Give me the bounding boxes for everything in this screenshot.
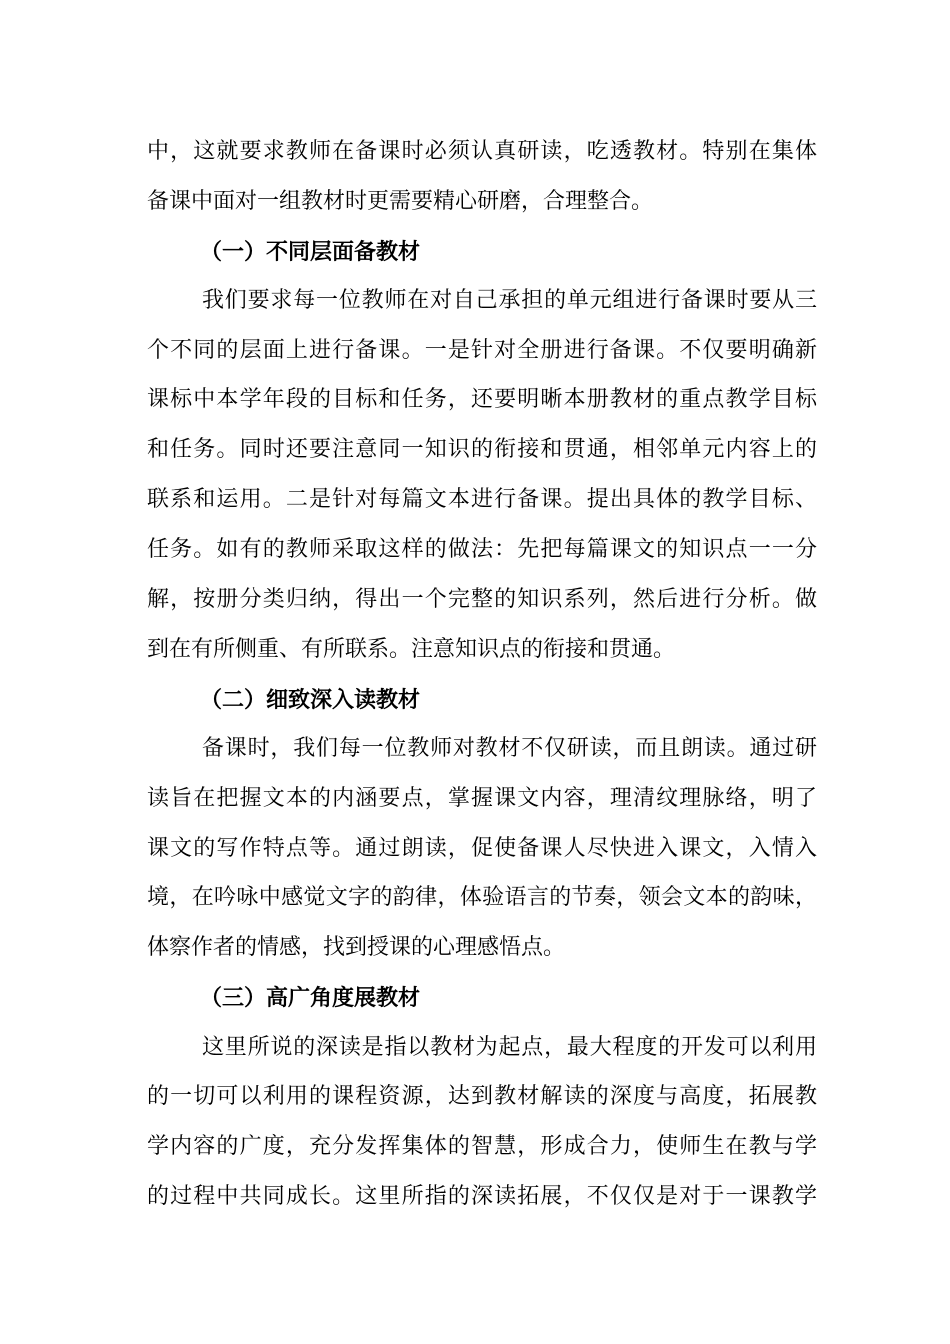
- paragraph-line: 个不同的层面上进行备课。一是针对全册进行备课。不仅要明确新: [147, 338, 817, 363]
- paragraph-line: 课标中本学年段的目标和任务，还要明晰本册教材的重点教学目标: [147, 387, 817, 412]
- paragraph-line: 境，在吟咏中感觉文字的韵律，体验语言的节奏，领会文本的韵味，: [147, 885, 817, 910]
- paragraph-line: 联系和运用。二是针对每篇文本进行备课。提出具体的教学目标、: [147, 487, 817, 512]
- paragraph-line: 这里所说的深读是指以教材为起点，最大程度的开发可以利用: [202, 1035, 817, 1060]
- paragraph-line: 备课中面对一组教材时更需要精心研磨，合理整合。: [147, 189, 654, 214]
- paragraph-line: 的一切可以利用的课程资源，达到教材解读的深度与高度，拓展教: [147, 1084, 817, 1109]
- paragraph-line: 到在有所侧重、有所联系。注意知识点的衔接和贯通。: [147, 637, 676, 662]
- paragraph-line: 读旨在把握文本的内涵要点，掌握课文内容，理清纹理脉络，明了: [147, 786, 817, 811]
- section-heading-3: （三）高广角度展教材: [200, 985, 421, 1011]
- section-heading-2: （二）细致深入读教材: [200, 687, 421, 713]
- section-heading-1: （一）不同层面备教材: [200, 239, 421, 265]
- paragraph-line: 课文的写作特点等。通过朗读，促使备课人尽快进入课文，入情入: [147, 836, 817, 861]
- paragraph-line: 我们要求每一位教师在对自己承担的单元组进行备课时要从三: [202, 288, 817, 313]
- paragraph-line: 解，按册分类归纳，得出一个完整的知识系列，然后进行分析。做: [147, 587, 817, 612]
- paragraph-line: 学内容的广度，充分发挥集体的智慧，形成合力，使师生在教与学: [147, 1134, 817, 1159]
- paragraph-line: 中，这就要求教师在备课时必须认真研读，吃透教材。特别在集体: [147, 139, 817, 164]
- paragraph-line: 和任务。同时还要注意同一知识的衔接和贯通，相邻单元内容上的: [147, 437, 817, 462]
- paragraph-line: 体察作者的情感，找到授课的心理感悟点。: [147, 935, 566, 960]
- paragraph-line: 备课时，我们每一位教师对教材不仅研读，而且朗读。通过研: [202, 736, 817, 761]
- paragraph-line: 的过程中共同成长。这里所指的深读拓展，不仅仅是对于一课教学: [147, 1184, 817, 1209]
- paragraph-line: 任务。如有的教师采取这样的做法：先把每篇课文的知识点一一分: [147, 537, 817, 562]
